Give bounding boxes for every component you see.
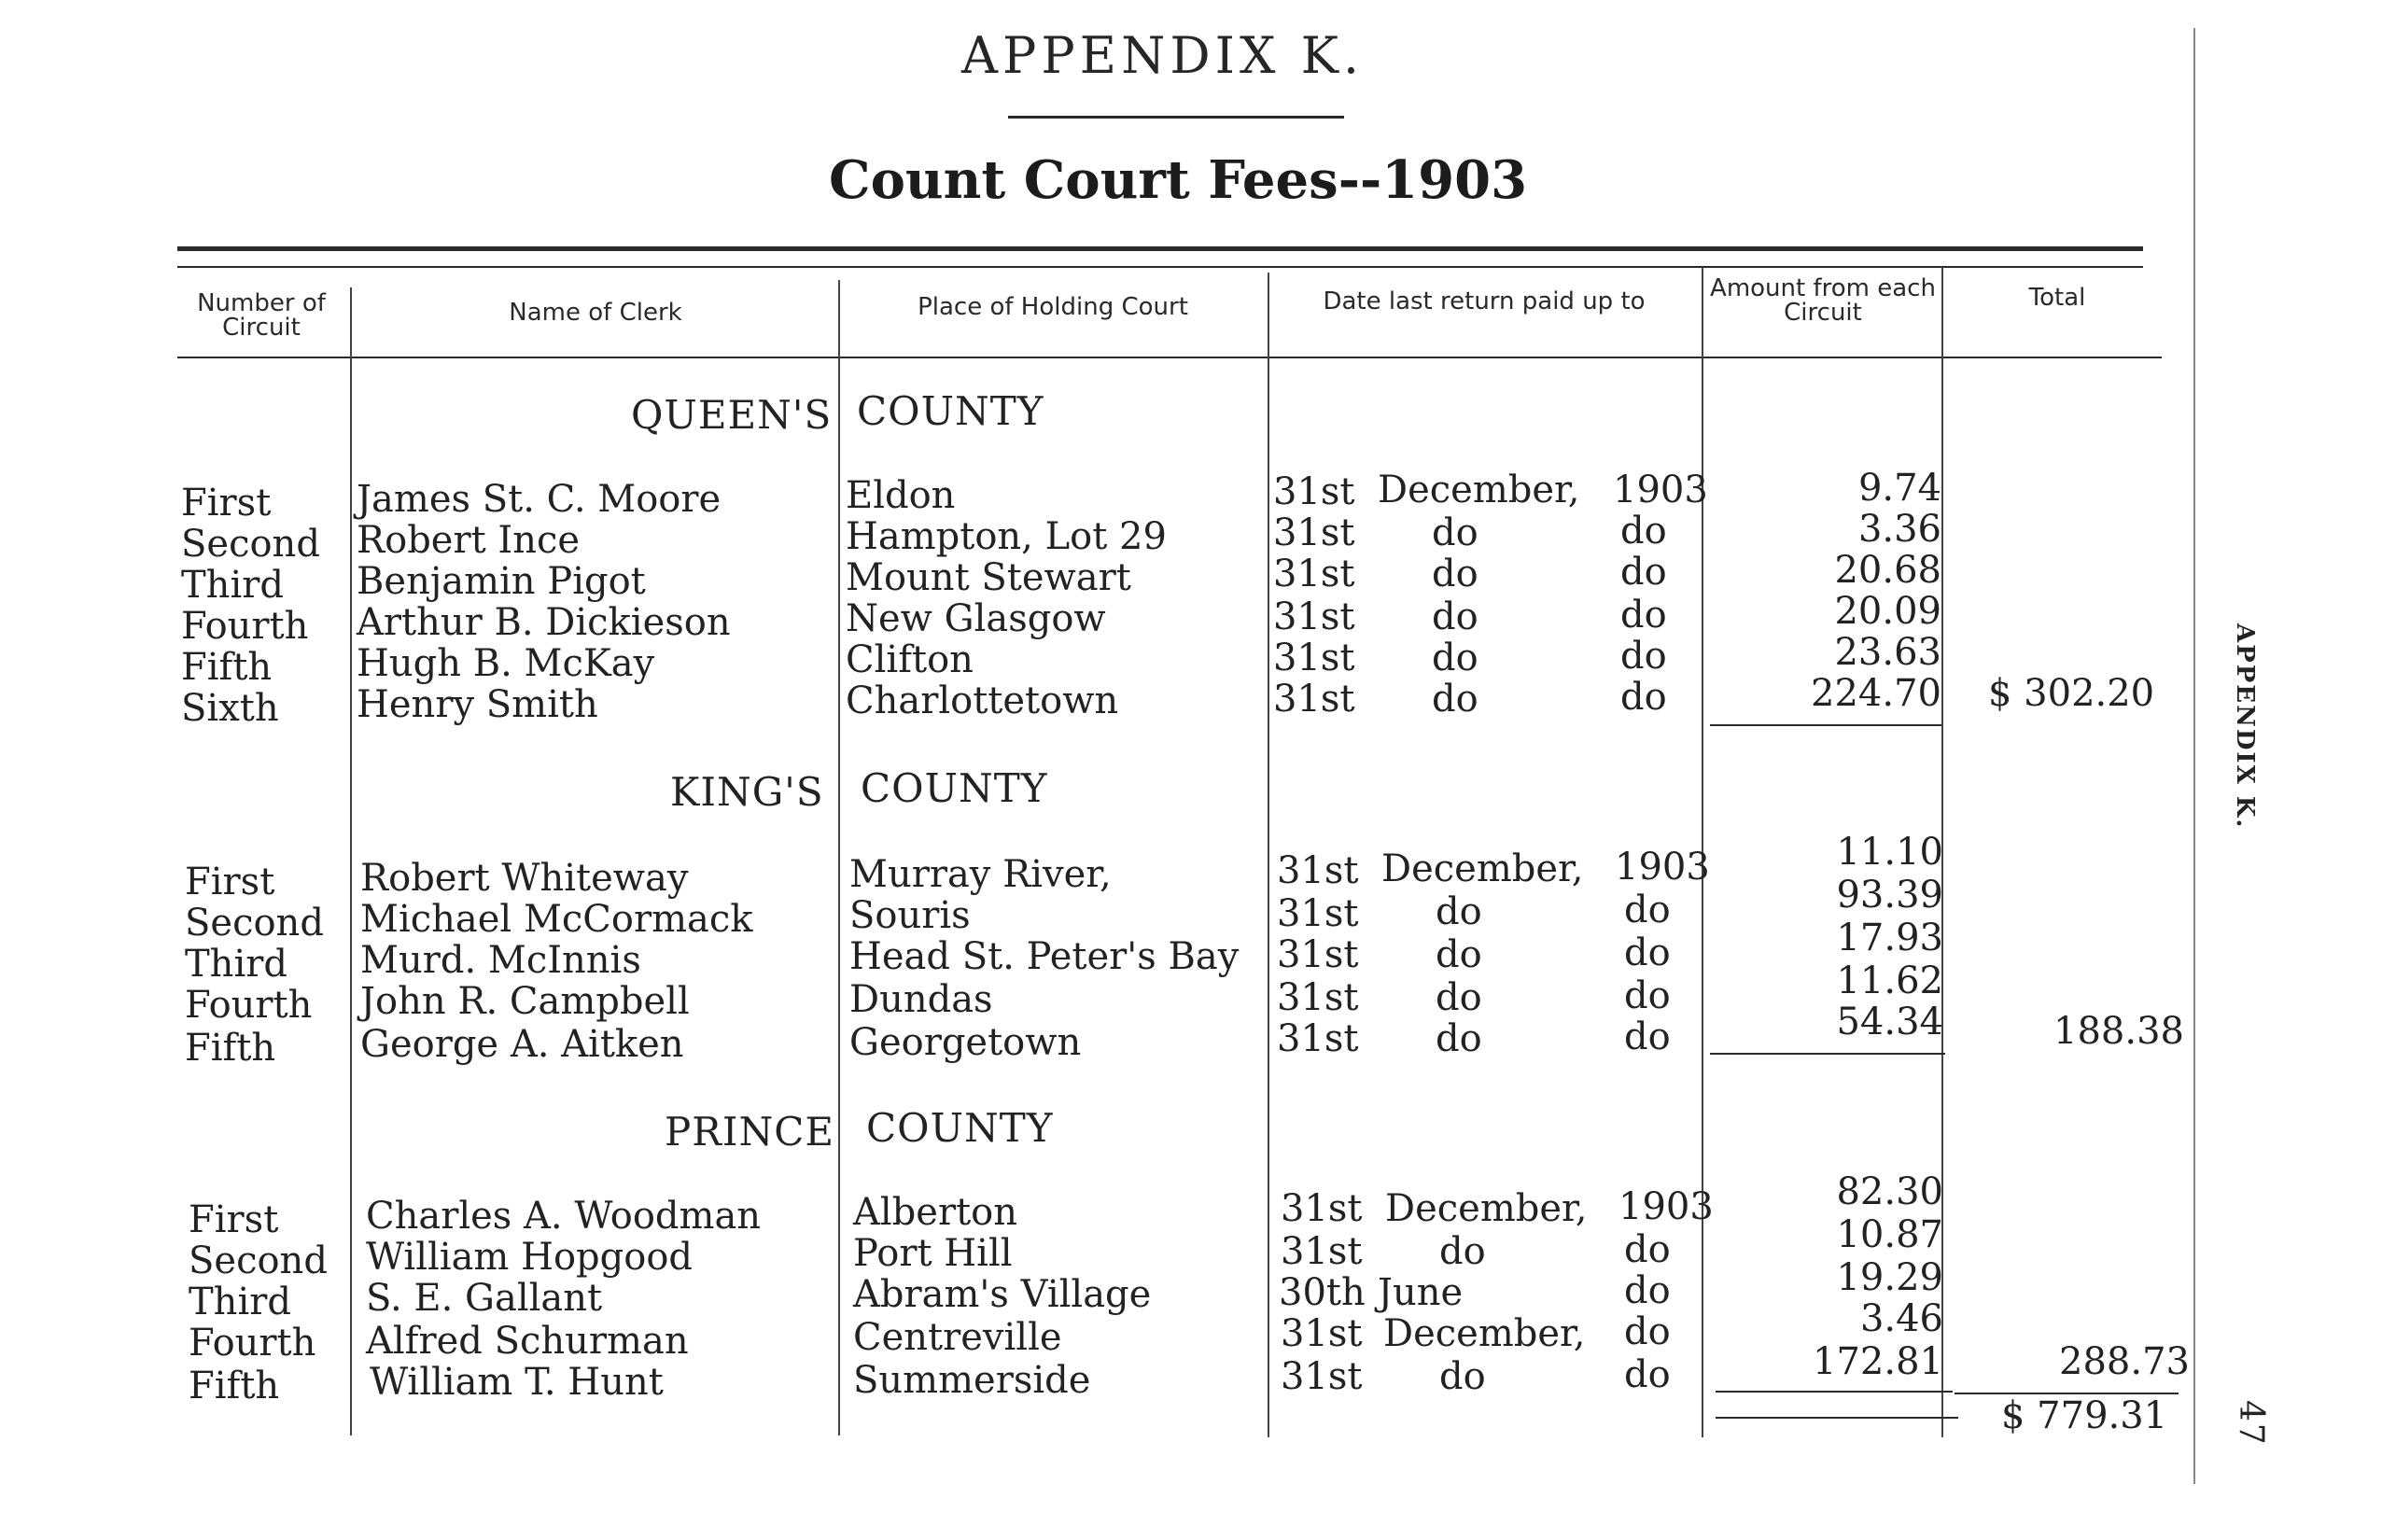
date-month-cell: June [1378,1271,1464,1314]
amount-cell: 23.63 [1834,631,1941,674]
date-year-cell: 1903 [1613,469,1708,511]
amount-cell: 17.93 [1836,917,1943,959]
clerk-cell: William T. Hunt [370,1361,664,1404]
place-cell: Hampton, Lot 29 [846,515,1167,558]
clerk-cell: James St. C. Moore [357,478,722,521]
circuit-cell: Fourth [185,984,313,1027]
clerk-cell: Michael McCormack [360,898,753,941]
date-month-cell: do [1432,553,1478,595]
grand-total: $ 779.31 [2001,1394,2168,1437]
county-total: $ 302.20 [1988,672,2155,715]
date-year-cell: do [1624,889,1671,931]
clerk-cell: S. E. Gallant [366,1277,603,1320]
clerk-cell: John R. Campbell [360,980,690,1023]
amount-cell: 20.09 [1834,590,1941,633]
place-cell: Centreville [853,1316,1062,1359]
date-day-cell: 31st [1273,678,1355,721]
place-cell: Dundas [849,978,993,1021]
circuit-cell: Second [181,523,320,566]
circuit-cell: Third [189,1281,291,1323]
circuit-cell: First [189,1198,279,1241]
clerk-cell: Hugh B. McKay [357,642,655,685]
clerk-cell: Alfred Schurman [366,1320,689,1363]
county-total: 188.38 [2053,1010,2184,1053]
appendix-title: APPENDIX K. [961,26,1365,85]
date-year-cell: do [1624,1269,1671,1312]
date-year-cell: do [1624,1015,1671,1058]
subtotal-rule [1710,1053,1945,1055]
circuit-cell: First [181,482,272,525]
date-month-cell: December, [1383,1312,1586,1355]
header-place: Place of Holding Court [918,293,1188,321]
clerk-cell: Arthur B. Dickieson [357,601,731,644]
place-cell: Summerside [853,1359,1091,1402]
clerk-cell: William Hopgood [366,1236,694,1279]
date-month-cell: do [1439,1230,1486,1273]
date-month-cell: do [1432,678,1478,721]
date-year-cell: do [1624,1353,1671,1396]
amount-cell: 11.10 [1836,831,1943,874]
header-rule [177,357,2162,358]
date-day-cell: 31st [1281,1187,1363,1230]
clerk-cell: Robert Whiteway [360,857,689,900]
date-month-cell: do [1432,637,1478,679]
amount-cell: 20.68 [1834,549,1941,592]
header-amount: Amount from each Circuit [1710,274,1936,327]
subtotal-rule [1710,724,1941,726]
date-day-cell: 31st [1281,1230,1363,1273]
place-cell: New Glasgow [846,597,1106,640]
place-cell: Abram's Village [853,1273,1152,1316]
date-year-cell: do [1620,676,1667,719]
date-year-cell: do [1624,1310,1671,1353]
date-day-cell: 31st [1277,1017,1359,1060]
header-circuit: Number of Circuit [197,289,326,342]
amount-cell: 224.70 [1811,672,1941,715]
county-name-right: COUNTY [866,1105,1054,1151]
date-day-cell: 31st [1273,637,1355,679]
date-year-cell: do [1624,931,1671,974]
page-number: 47 [2232,1400,2270,1447]
circuit-cell: Fifth [185,1027,276,1070]
place-cell: Alberton [853,1191,1017,1234]
county-name-left: PRINCE [665,1109,835,1155]
amount-cell: 3.46 [1859,1297,1943,1340]
date-day-cell: 31st [1273,595,1355,638]
date-day-cell: 31st [1273,470,1355,513]
col-line-1 [350,287,352,1435]
date-day-cell: 31st [1273,511,1355,554]
date-month-cell: do [1436,976,1482,1019]
date-month-cell: do [1436,933,1482,976]
date-day-cell: 31st [1277,976,1359,1019]
circuit-cell: Third [181,564,284,607]
clerk-cell: Benjamin Pigot [357,560,646,603]
date-month-cell: do [1436,1017,1482,1060]
place-cell: Georgetown [849,1021,1082,1064]
amount-cell: 172.81 [1813,1340,1943,1383]
circuit-cell: First [185,861,275,903]
date-day-cell: 31st [1277,849,1359,892]
circuit-cell: Fourth [189,1322,316,1365]
date-day-cell: 31st [1281,1355,1363,1398]
date-month-cell: do [1432,511,1478,554]
amount-cell: 10.87 [1836,1213,1943,1256]
place-cell: Souris [849,894,971,937]
subtotal-rule [1716,1391,1953,1393]
date-year-cell: 1903 [1618,1185,1714,1228]
place-cell: Mount Stewart [846,556,1131,599]
circuit-cell: Fifth [181,646,273,689]
date-day-cell: 30th [1279,1271,1366,1314]
date-day-cell: 31st [1277,892,1359,935]
county-name-right: COUNTY [861,765,1048,811]
amount-cell: 9.74 [1857,467,1941,510]
side-appendix-label: APPENDIX K. [2231,623,2259,830]
clerk-cell: Charles A. Woodman [366,1195,762,1238]
col-line-2 [838,280,840,1435]
place-cell: Port Hill [853,1232,1013,1275]
clerk-cell: Robert Ince [357,519,581,562]
county-name-right: COUNTY [857,388,1044,434]
col-line-3 [1268,273,1269,1437]
page-edge-line [2193,28,2195,1484]
date-day-cell: 31st [1277,933,1359,976]
date-year-cell: do [1620,551,1667,594]
amount-cell: 19.29 [1836,1256,1943,1299]
date-month-cell: do [1432,595,1478,638]
date-day-cell: 31st [1281,1312,1363,1355]
amount-cell: 3.36 [1857,508,1941,551]
date-month-cell: do [1436,890,1482,933]
page-subtitle: Count Court Fees--1903 [829,149,1528,211]
date-day-cell: 31st [1273,553,1355,595]
circuit-cell: Second [189,1239,328,1282]
clerk-cell: George A. Aitken [360,1023,684,1066]
county-name-left: QUEEN'S [631,392,833,438]
circuit-cell: Fifth [189,1365,280,1407]
place-cell: Charlottetown [846,679,1119,722]
header-date: Date last return paid up to [1323,287,1646,315]
amount-cell: 82.30 [1836,1170,1943,1213]
header-clerk: Name of Clerk [509,299,682,327]
date-year-cell: do [1620,635,1667,678]
date-month-cell: do [1439,1355,1486,1398]
circuit-cell: Fourth [181,605,309,648]
date-year-cell: 1903 [1615,846,1710,889]
place-cell: Head St. Peter's Bay [849,935,1240,978]
date-year-cell: do [1624,1228,1671,1271]
county-total: 288.73 [2059,1340,2190,1383]
date-month-cell: December, [1381,847,1584,890]
date-month-cell: December, [1385,1187,1588,1230]
title-divider [1008,116,1344,119]
header-total: Total [2028,284,2086,312]
table-bottom-rule [1716,1417,1958,1419]
amount-cell: 11.62 [1836,959,1943,1002]
place-cell: Clifton [846,638,974,681]
clerk-cell: Henry Smith [357,683,598,726]
amount-cell: 54.34 [1836,1001,1943,1043]
date-year-cell: do [1620,510,1667,553]
table-top-rule [177,246,2143,251]
circuit-cell: Sixth [181,687,279,730]
place-cell: Eldon [846,474,956,517]
clerk-cell: Murd. McInnis [360,939,641,982]
table-top-rule-thin [177,266,2143,268]
place-cell: Murray River, [849,853,1112,896]
circuit-cell: Third [185,943,287,986]
circuit-cell: Second [185,902,324,945]
county-name-left: KING'S [670,769,824,815]
date-year-cell: do [1620,594,1667,637]
date-year-cell: do [1624,974,1671,1017]
date-month-cell: December, [1378,469,1580,511]
amount-cell: 93.39 [1836,874,1943,917]
